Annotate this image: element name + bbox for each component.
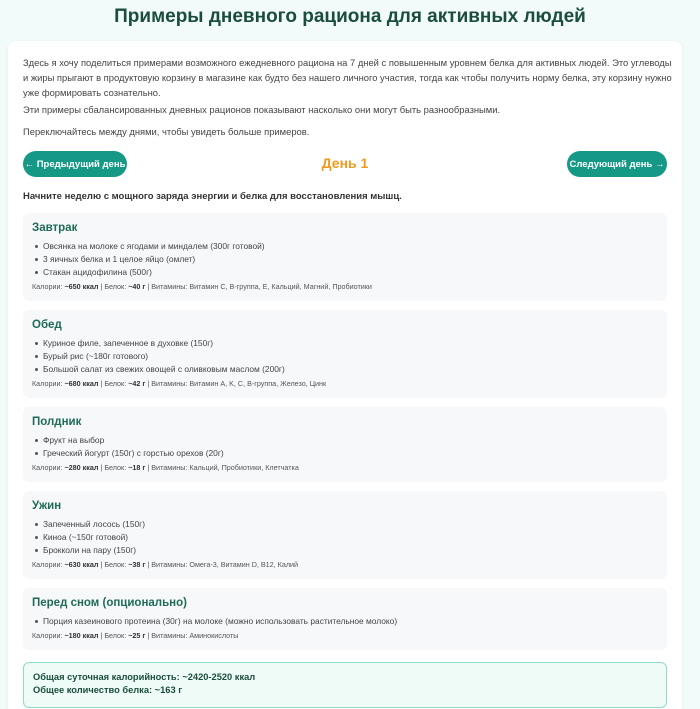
meta-separator: | — [147, 379, 150, 388]
meal-title: Ужин — [32, 500, 62, 512]
page-title: Примеры дневного рациона для активных людей — [114, 6, 586, 27]
calories-label: Калории: — [32, 282, 63, 291]
calories-value: ~180 ккал — [64, 631, 99, 640]
meta-separator: | — [100, 631, 103, 640]
vitamins-label: Витамины: — [151, 463, 188, 472]
next-day-button[interactable]: Следующий день → — [567, 151, 667, 177]
protein-label: Белок: — [104, 560, 127, 569]
meal-title: Обед — [32, 319, 62, 331]
protein-label: Белок: — [104, 631, 127, 640]
meal-meta — [32, 631, 238, 640]
meta-separator: | — [100, 560, 103, 569]
protein-label: Белок: — [104, 463, 127, 472]
meta-separator: | — [147, 282, 150, 291]
intro-paragraph: Эти примеры сбалансированных дневных рационов показывают насколько они могут быть разнообразными. — [23, 104, 501, 115]
vitamins-value: Аминокислоты — [189, 631, 239, 640]
calories-value: ~280 ккал — [64, 463, 99, 472]
calories-label: Калории: — [32, 379, 63, 388]
calories-label: Калории: — [32, 560, 63, 569]
meal-title: Полдник — [32, 416, 82, 428]
day-description: Начните неделю с мощного заряда энергии и белка для восстановления мышц. — [23, 191, 402, 202]
intro-paragraph: Переключайтесь между днями, чтобы увидеть больше примеров. — [23, 126, 310, 137]
protein-value: ~18 г — [128, 463, 146, 472]
meal-items — [43, 615, 643, 628]
protein-label: Белок: — [104, 379, 127, 388]
calories-value: ~630 ккал — [64, 560, 99, 569]
meal-item: Большой салат из свежих овощей с оливковым маслом (200г) — [43, 363, 643, 376]
vitamins-value: Витамин A, K, C, B-группа, Железо, Цинк — [189, 379, 327, 388]
meal-item: Бурый рис (~180г готового) — [43, 350, 643, 363]
vitamins-value: Кальций, Пробиотики, Клетчатка — [189, 463, 299, 472]
vitamins-value: Омега-3, Витамин D, B12, Калий — [189, 560, 299, 569]
calories-label: Калории: — [32, 463, 63, 472]
protein-value: ~25 г — [128, 631, 146, 640]
meta-separator: | — [147, 560, 150, 569]
meal-items — [43, 337, 643, 376]
vitamins-label: Витамины: — [151, 282, 188, 291]
vitamins-value: Витамин C, B-группа, E, Кальций, Магний, Пробиотики — [189, 282, 372, 291]
protein-label: Белок: — [104, 282, 127, 291]
day-title: День 1 — [321, 155, 369, 171]
meal-item: Запеченный лосось (150г) — [43, 518, 643, 531]
vitamins-label: Витамины: — [151, 379, 188, 388]
meal-item: Киноа (~150г готовой) — [43, 531, 643, 544]
meal-item: Брокколи на пару (150г) — [43, 544, 643, 557]
meal-card-breakfast — [23, 213, 667, 301]
meal-item: Овсянка на молоке с ягодами и миндалем (300г готовой) — [43, 240, 643, 253]
meal-card-before-sleep — [23, 588, 667, 650]
protein-value: ~40 г — [128, 282, 146, 291]
meal-meta — [32, 379, 326, 388]
content-card — [8, 41, 682, 709]
total-protein: Общее количество белка: ~163 г — [33, 685, 183, 695]
meal-card-snack — [23, 407, 667, 482]
previous-day-button[interactable]: ← Предыдущий день — [23, 151, 127, 177]
calories-label: Калории: — [32, 631, 63, 640]
vitamins-label: Витамины: — [151, 631, 188, 640]
meal-item: Порция казеинового протеина (30г) на молоке (можно использовать растительное молоко) — [43, 615, 643, 628]
meal-meta — [32, 282, 372, 291]
intro-paragraph: Здесь я хочу поделиться примерами возможного ежедневного рациона на 7 дней с повышенным уровнем белка для активных людей. Это углеводы и жиры прыгают в продуктовую корзину в магазине как будто без нашего личного участия, тогда как чтобы получить норму белка, эту корзину нужно уже формировать сознательно. — [23, 57, 672, 98]
protein-value: ~42 г — [128, 379, 146, 388]
meta-separator: | — [100, 463, 103, 472]
meta-separator: | — [100, 282, 103, 291]
meal-card-lunch — [23, 310, 667, 398]
meal-card-dinner — [23, 491, 667, 579]
meal-items — [43, 434, 643, 460]
meta-separator: | — [147, 463, 150, 472]
meal-items — [43, 518, 643, 557]
meal-items — [43, 240, 643, 279]
daily-summary — [23, 662, 667, 708]
meal-item: 3 яичных белка и 1 целое яйцо (омлет) — [43, 253, 643, 266]
meal-meta — [32, 560, 298, 569]
meta-separator: | — [100, 379, 103, 388]
meal-title: Перед сном (опционально) — [32, 597, 187, 609]
meal-item: Куриное филе, запеченное в духовке (150г) — [43, 337, 643, 350]
calories-value: ~680 ккал — [64, 379, 99, 388]
meal-meta — [32, 463, 299, 472]
total-calories: Общая суточная калорийность: ~2420-2520 ккал — [33, 672, 256, 682]
meta-separator: | — [147, 631, 150, 640]
meal-title: Завтрак — [32, 222, 78, 234]
vitamins-label: Витамины: — [151, 560, 188, 569]
meal-item: Греческий йогурт (150г) с горстью орехов (20г) — [43, 447, 643, 460]
calories-value: ~650 ккал — [64, 282, 99, 291]
meal-item: Фрукт на выбор — [43, 434, 643, 447]
meal-item: Стакан ацидофилина (500г) — [43, 266, 643, 279]
protein-value: ~38 г — [128, 560, 146, 569]
